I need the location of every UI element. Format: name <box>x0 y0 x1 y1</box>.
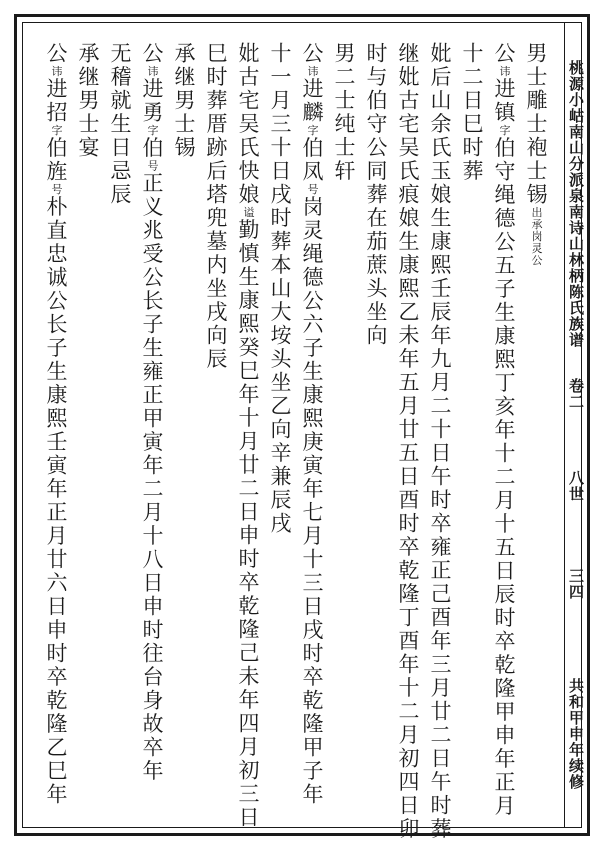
column-text: 进麟 <box>300 77 324 125</box>
text-column <box>104 42 134 207</box>
column-text: 忠诚公长子生康熙壬寅年正月廿六日申时卒乾隆乙巳年 <box>44 242 68 807</box>
document-body <box>40 42 550 841</box>
inline-annotation: 字 <box>146 124 159 137</box>
column-text: 进勇 <box>140 77 164 125</box>
column-text: 公 <box>492 42 516 66</box>
column-text: 士轩 <box>332 136 356 183</box>
text-column <box>392 42 422 841</box>
column-text: 无稽就生日忌辰 <box>108 42 132 207</box>
column-text: 向 <box>364 324 388 348</box>
inline-annotation: 号 <box>306 183 319 196</box>
inline-annotation: 字 <box>498 124 511 137</box>
column-text: 兆受公长子生雍正甲寅年二月十八日申时往台身故卒年 <box>140 219 164 783</box>
column-text: 勤慎生康熙癸巳年十月廿二日申时卒乾隆己未年四月初三日 <box>236 218 260 830</box>
inline-annotation: 字 <box>306 124 319 137</box>
generation-label: 八世 <box>567 470 585 502</box>
text-column <box>520 42 550 267</box>
text-column <box>424 42 454 841</box>
sidebar-divider <box>564 22 565 828</box>
volume-label: 卷二 <box>567 378 585 410</box>
text-column <box>40 42 70 807</box>
text-column <box>296 42 326 807</box>
column-text: 巳时葬厝跡后塔兜墓内坐戌向辰 <box>204 42 228 371</box>
column-text: 士袍 <box>524 112 548 160</box>
column-text: 进镇 <box>492 77 516 125</box>
column-text: 承继男 <box>172 42 196 113</box>
column-text: 岗灵 <box>300 195 324 243</box>
column-text: 妣后山余氏玉娘生康熙壬辰年九月二十日午时卒雍正己酉年三月廿二日午时葬 <box>428 42 452 841</box>
column-text: 士宴 <box>76 112 100 160</box>
column-text: 承继男 <box>76 42 100 113</box>
text-column <box>200 42 230 371</box>
column-text: 继妣古宅吴氏痕娘生康熙乙未年五月廿五日酉时卒乾隆丁酉年十二月初四日卯 <box>396 42 420 841</box>
column-text: 妣古宅吴氏快娘 <box>236 42 260 207</box>
column-text: 公 <box>140 42 164 66</box>
column-text: 伯守 <box>492 136 516 184</box>
inline-annotation: 讳 <box>146 65 159 78</box>
page-number: 三四 <box>567 568 585 600</box>
column-text: 士锡 <box>524 159 548 207</box>
column-text: 朴直 <box>44 195 68 243</box>
text-column <box>360 42 390 348</box>
genealogy-title: 桃源小岵南山分派泉南诗山林柄陈氏族谱 <box>567 60 585 348</box>
column-text: 时与伯守公同葬在茄蔗头坐 <box>364 42 388 324</box>
inline-annotation: 号 <box>50 183 63 196</box>
column-text: 绳德公五子生康熙丁亥年十二月十五日辰时卒乾隆甲申年正月 <box>492 183 516 818</box>
column-text: 十一月三十日戌时葬本山大垵头坐乙向辛兼辰戌 <box>268 42 292 536</box>
page-header-sidebar <box>568 60 584 820</box>
text-column <box>232 42 262 830</box>
column-text: 伯旌 <box>44 136 68 184</box>
inline-annotation: 讳 <box>50 65 63 78</box>
inline-annotation: 讳 <box>498 65 511 78</box>
column-text: 士雕 <box>524 65 548 113</box>
column-text: 公 <box>44 42 68 66</box>
column-text: 士纯 <box>332 89 356 136</box>
column-text: 伯凤 <box>300 136 324 184</box>
edition-note: 共和甲申年续修 <box>567 678 585 790</box>
text-column <box>328 42 358 183</box>
inline-annotation: 讳 <box>306 65 319 78</box>
inline-annotation: 谥 <box>242 206 255 219</box>
inline-annotation: 出承岗灵公 <box>530 206 543 267</box>
text-column <box>168 42 198 160</box>
text-column <box>488 42 518 818</box>
column-text: 男二 <box>332 42 356 89</box>
inline-annotation: 号 <box>146 160 159 172</box>
column-text: 士锡 <box>172 112 196 160</box>
column-text: 男 <box>524 42 548 66</box>
column-text: 十二日巳时葬 <box>460 42 484 183</box>
text-column <box>264 42 294 536</box>
column-text: 伯 <box>140 136 164 160</box>
column-text: 进招 <box>44 77 68 125</box>
column-text: 公 <box>300 42 324 66</box>
inline-annotation: 字 <box>50 124 63 137</box>
text-column <box>136 42 166 783</box>
text-column <box>72 42 102 160</box>
column-text: 正义 <box>140 172 164 219</box>
column-text: 绳德公六子生康熙庚寅年七月十三日戌时卒乾隆甲子年 <box>300 242 324 807</box>
text-column <box>456 42 486 183</box>
